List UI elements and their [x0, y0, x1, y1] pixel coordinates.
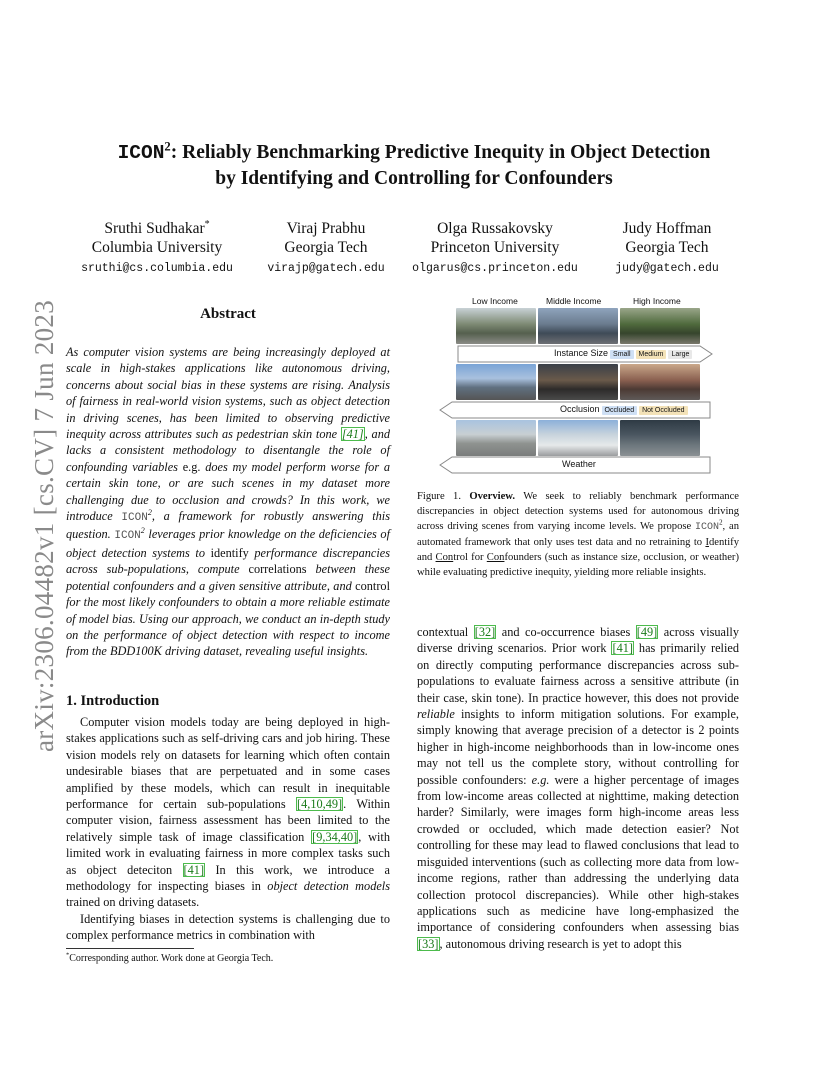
- figure-column-labels: [438, 296, 714, 308]
- author-affiliation: Georgia Tech: [284, 239, 368, 256]
- arxiv-id: arXiv:2306.04482v1 [cs.CV] 7 Jun 2023: [29, 299, 59, 753]
- scene-photo: [456, 308, 536, 344]
- paragraph: Identifying biases in detection systems is challenging due to complex performance metrics in combination with: [66, 911, 390, 943]
- band-instance-size: [438, 345, 714, 363]
- figure-caption: [417, 489, 739, 580]
- author-block: [404, 219, 586, 280]
- icon-name: ICON: [121, 512, 148, 525]
- citation-link[interactable]: [9,34,40]: [312, 829, 358, 844]
- author-email[interactable]: sruthi@cs.columbia.edu: [81, 262, 233, 275]
- band-label: Instance Size: [554, 348, 609, 358]
- abstract-text: performance discrepancies across sub-populations, compute: [66, 545, 390, 577]
- author-name: Judy Hoffman: [622, 220, 712, 237]
- arxiv-stamp: [24, 296, 64, 756]
- citation-link[interactable]: [32]: [474, 625, 496, 639]
- text: and co-occurrence biases: [496, 625, 636, 639]
- author-email[interactable]: olgarus@cs.princeton.edu: [412, 262, 578, 275]
- abstract-keyword: control: [355, 578, 390, 593]
- chip: Large: [668, 350, 692, 359]
- title-icon-name: ICON: [117, 142, 165, 164]
- abstract-keyword: identify: [210, 545, 249, 560]
- author-block: [256, 219, 396, 280]
- section-heading: 1. Introduction: [66, 693, 160, 709]
- caption-underline: Con: [435, 552, 454, 563]
- scene-photo: [538, 308, 618, 344]
- text: , autonomous driving research is yet to adopt this: [439, 936, 682, 951]
- label-low-income: Low Income: [472, 296, 518, 306]
- band-content: [560, 404, 688, 415]
- author-name: Viraj Prabhu: [286, 220, 366, 237]
- chip: Not Occluded: [639, 406, 687, 415]
- citation-link[interactable]: [41]: [183, 862, 205, 877]
- abstract-text: , a framework for robustly answering this question.: [66, 509, 390, 542]
- footnote-text: Corresponding author. Work done at Georgia Tech.: [69, 953, 274, 964]
- caption-bold: Overview.: [469, 491, 515, 502]
- caption-lead: Figure 1.: [417, 491, 470, 502]
- chip: Occluded: [602, 406, 638, 415]
- title-line2: by Identifying and Controlling for Confounders: [215, 168, 613, 189]
- caption-text: We seek to reliably benchmark performance discrepancies in object detection systems used for autonomous driving across driving scenes from varying income levels. We propose: [417, 491, 739, 532]
- citation-link[interactable]: [41]: [612, 641, 633, 656]
- scene-photo: [456, 420, 536, 456]
- author-affiliation: Princeton University: [430, 239, 560, 256]
- text: across visually diverse driving scenarios. Prior work: [417, 625, 739, 656]
- band-label: Occlusion: [560, 404, 600, 414]
- scene-photo: [538, 364, 618, 400]
- icon-sup: 2: [147, 507, 152, 517]
- caption-text: founders (such as instance size, occlusion, or weather) while evaluating predictive inequity, yielding more reliable insights.: [417, 552, 739, 578]
- author-name: Sruthi Sudhakar: [104, 220, 205, 237]
- right-column-body: [417, 624, 739, 952]
- caption-text: dentify and: [417, 537, 739, 563]
- paragraph: [66, 714, 390, 911]
- text: has primarily relied on directly computing performance discrepancies across sub-populations to evaluate fairness across a sensitive attribute (in their case, skin tone). In practice however, this does not provide: [417, 641, 739, 705]
- scene-photo: [538, 420, 618, 456]
- emphasis: object detection models: [267, 879, 391, 894]
- band-content: [554, 348, 692, 359]
- figure-overview: [438, 296, 714, 474]
- text: Computer vision models today are being deployed in high-stakes applications such as self-driving cars and job hiring. These vision models rely on datasets for learning which often contain undesirable biases that are perpetuated and in some cases amplified by these models, which can result in inequitable performance for certain sub-populations: [66, 715, 390, 812]
- footnote-rule: [66, 948, 194, 949]
- citation-link[interactable]: [4,10,49]: [297, 797, 343, 812]
- band-weather: [438, 456, 714, 474]
- abstract-eg: e.g.: [182, 459, 201, 474]
- footnote: *Corresponding author. Work done at Georgia Tech.: [66, 951, 274, 964]
- scene-photo: [620, 364, 700, 400]
- chip: Medium: [636, 350, 667, 359]
- abstract-keyword: correlations: [248, 562, 307, 577]
- text: contextual: [417, 625, 474, 639]
- caption-underline: Con: [486, 552, 505, 563]
- chip: Small: [610, 350, 634, 359]
- text: were a higher percentage of images from low-income areas collected at nighttime, making detection harder? Similarly, were images form high-income areas less crowded or occluded, which made detection easier? Not controlling for these may lead to flawed conclusions that lead to misguided interventions (such as collecting more data from low-income regions, rather than addressing the underlying data collection protocol discrepancies). While other high-stakes applications such as medicine have long-emphasized the importance of considering confounders when assessing bias: [417, 772, 740, 935]
- caption-text: , an automated framework that only uses test data and no retraining to: [417, 521, 739, 548]
- label-middle-income: Middle Income: [546, 296, 602, 306]
- paper-title: [60, 140, 768, 191]
- abstract-body: [66, 344, 390, 660]
- author-block: [72, 219, 242, 280]
- intro-body: [66, 714, 390, 944]
- scene-photo: [620, 420, 700, 456]
- text: , with limited work in evaluating fairness in more complex tasks such as object deteciton: [66, 829, 390, 877]
- caption-underline: I: [705, 537, 709, 548]
- label-high-income: High Income: [633, 296, 681, 306]
- band-occlusion: [438, 401, 714, 419]
- text: insights to inform mitigation solutions. For example, simply knowing that average precision of a detector is 2 points higher in high-income neighborhoods than in low-income ones may not tell us the complete story, without controlling for possible confounders:: [417, 707, 739, 787]
- scene-photo: [620, 308, 700, 344]
- abstract-text: , and lacks a consistent methodology to disentangle the role of confounding variables: [66, 427, 390, 474]
- citation-link[interactable]: [33]: [418, 936, 439, 951]
- abstract-text: As computer vision systems are being increasingly deployed at scale in high-stakes applications like autonomous driving, concerns about social bias in these systems are rising. Analysis of fairness in real-world vision systems, such as object detection in driving scenes, has been limited to observing predictive inequity across attributes such as pedestrian skin tone: [66, 345, 390, 442]
- citation-link[interactable]: [41]: [341, 427, 364, 442]
- author-block: [602, 219, 732, 280]
- author-affiliation: Georgia Tech: [625, 239, 709, 256]
- text: trained on driving datasets.: [66, 895, 200, 910]
- text: In this work, we introduce a methodology for inspecting biases in: [66, 862, 390, 894]
- icon-name: ICON: [114, 530, 141, 543]
- icon-sup: 2: [140, 526, 145, 536]
- emphasis: e.g.: [531, 772, 550, 787]
- author-affiliation: Columbia University: [91, 239, 223, 256]
- abstract-text: between these potential confounders and a given sensitive attribute, and: [66, 562, 390, 593]
- icon-sup: 2: [719, 519, 723, 527]
- author-email[interactable]: virajp@gatech.edu: [267, 262, 385, 275]
- citation-link[interactable]: [49]: [636, 625, 658, 639]
- abstract-text: leverages prior knowledge on the deficiencies of object detection systems to: [66, 527, 390, 560]
- abstract-text: does my model perform worse for a certain skin tone, or are such scenes in my dataset more challenging due to occlusion and crowds? In this work, we introduce: [66, 459, 390, 524]
- band-label: Weather: [562, 459, 596, 469]
- title-sup: 2: [164, 139, 171, 154]
- abstract-heading: Abstract: [200, 306, 256, 322]
- text: . Within computer vision, fairness assessment has been limited to the relatively simple task of image classification: [66, 797, 390, 844]
- author-mark: *: [204, 218, 210, 230]
- abstract-text: for the most likely confounders to obtain a more reliable estimate of model bias. Using our approach, we conduct an in-depth study on the performance of object detection with respect to income from the BDD100K driving dataset, revealing useful insights.: [66, 595, 390, 659]
- emphasis: reliable: [417, 707, 455, 722]
- author-email[interactable]: judy@gatech.edu: [615, 262, 719, 275]
- icon-name: ICON: [695, 522, 720, 533]
- scene-photo: [456, 364, 536, 400]
- title-line1: : Reliably Benchmarking Predictive Inequity in Object Detection: [170, 142, 711, 163]
- author-name: Olga Russakovsky: [437, 220, 553, 237]
- caption-text: trol for: [453, 552, 487, 563]
